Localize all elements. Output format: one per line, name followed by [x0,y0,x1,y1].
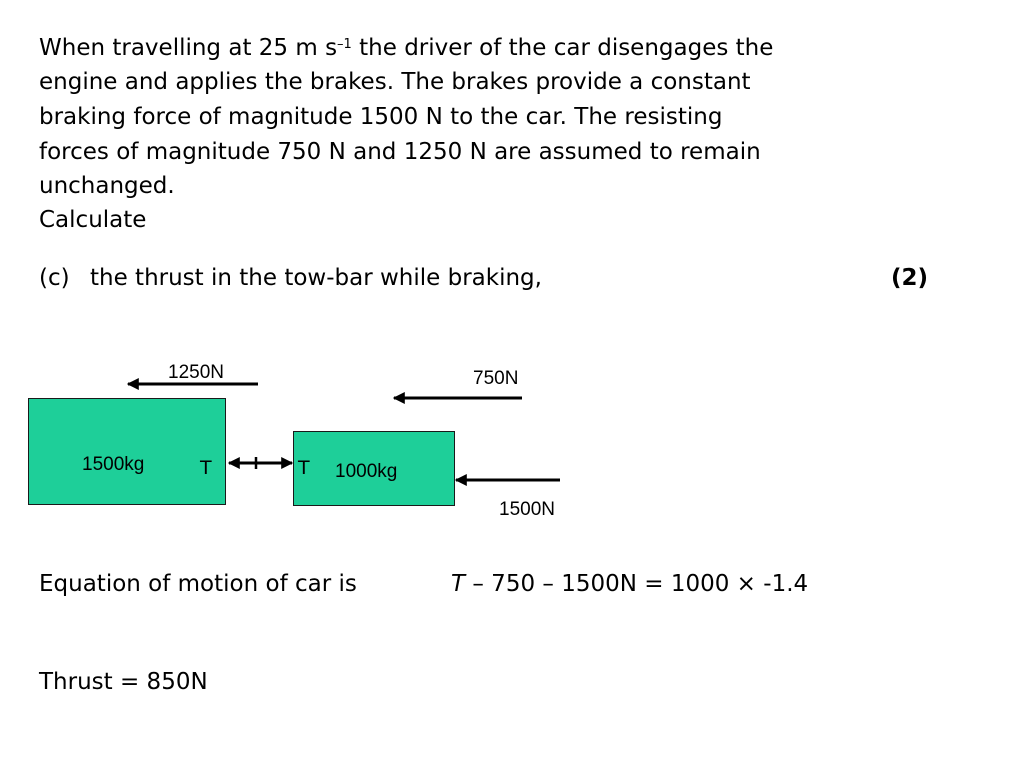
question-line-6: Calculate [39,207,147,233]
question-line-5: unchanged. [39,173,175,199]
question-line-1: When travelling at 25 m $s^{-1}$ the driver of the car disengages the [39,35,774,61]
equation: T – 750 – 1500N = 1000 × -1.4 [451,571,809,597]
question-line-3: braking force of magnitude 1500 N to the car. The resisting [39,104,723,130]
label-1500n: 1500N [499,499,555,520]
label-mass-right: 1000kg [335,461,398,482]
result: Thrust = 850N [39,669,208,695]
part-text: the thrust in the tow-bar while braking, [90,265,542,291]
question-line-2: engine and applies the brakes. The brakes provide a constant [39,69,751,95]
label-1250n: 1250N [168,362,224,383]
label-tension-right: T [298,457,310,479]
label-mass-left: 1500kg [82,454,145,475]
part-label: (c) [39,265,70,291]
part-marks: (2) [891,265,929,291]
question-line-4: forces of magnitude 750 N and 1250 N are assumed to remain [39,139,761,165]
label-tension-left: T [200,457,212,479]
equation-label: Equation of motion of car is [39,571,357,597]
label-750n: 750N [473,368,519,389]
